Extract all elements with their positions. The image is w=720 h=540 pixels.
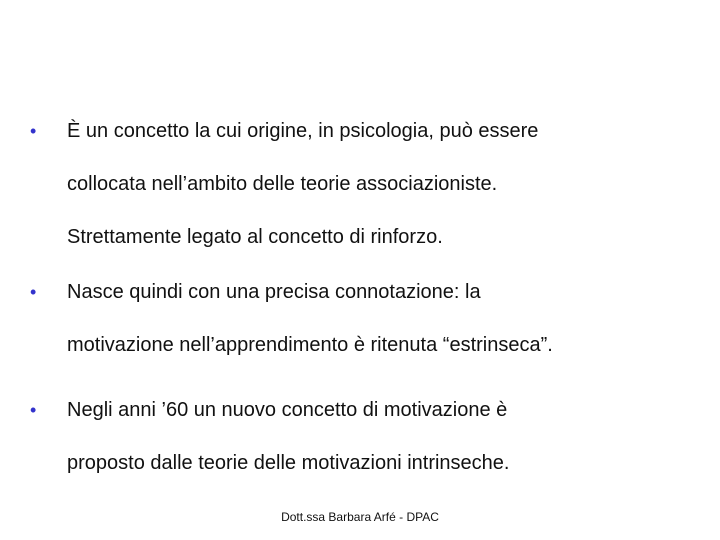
slide-footer: Dott.ssa Barbara Arfé - DPAC <box>281 510 439 524</box>
bullet-text-line: Negli anni ’60 un nuovo concetto di motivazione è <box>67 399 508 421</box>
bullet-text-line: È un concetto la cui origine, in psicologia, può essere <box>67 120 539 142</box>
bullet-item-1 <box>30 105 700 264</box>
bullet-item-2 <box>30 266 700 372</box>
bullet-text-line: motivazione nell’apprendimento è ritenuta “estrinseca”. <box>67 334 553 356</box>
bullet-point-icon: • <box>30 121 37 141</box>
bullet-text-line: collocata nell’ambito delle teorie associazioniste. <box>67 173 498 195</box>
bullet-point-icon: • <box>30 282 37 302</box>
bullet-text-line: proposto dalle teorie delle motivazioni intrinseche. <box>67 452 510 474</box>
bullet-item-3 <box>30 384 700 490</box>
bullet-text-line: Strettamente legato al concetto di rinforzo. <box>67 226 443 248</box>
bullet-text-line: Nasce quindi con una precisa connotazione: la <box>67 281 481 303</box>
bullet-point-icon: • <box>30 400 37 420</box>
